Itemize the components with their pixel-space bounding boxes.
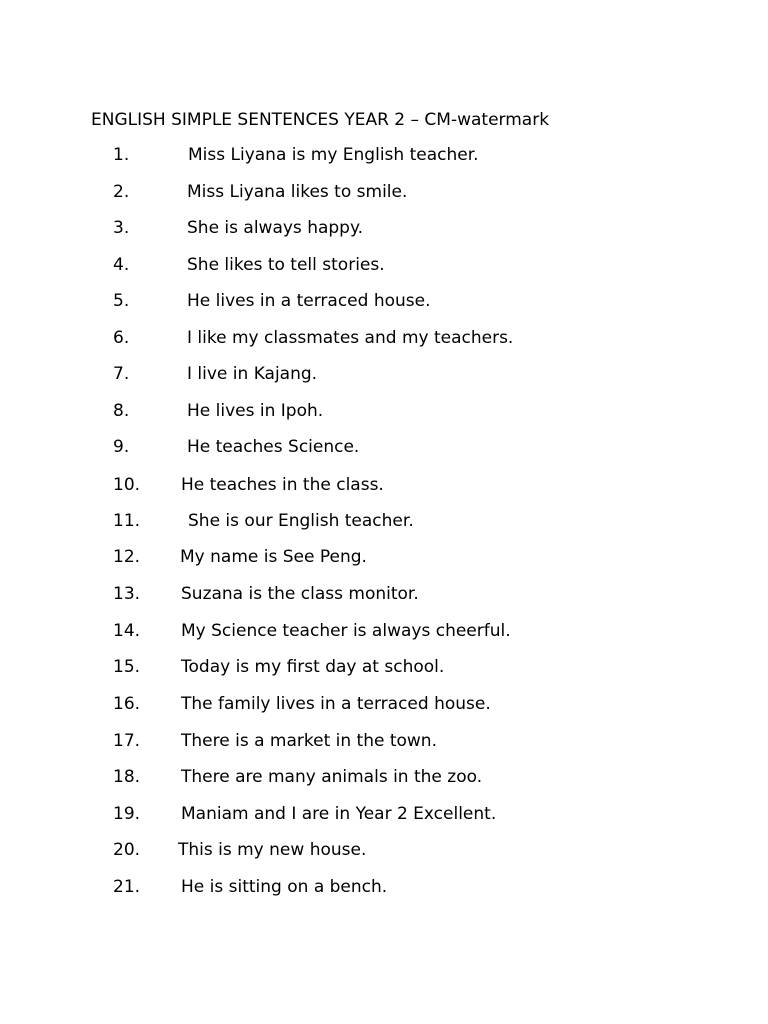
- item-text: I live in Kajang.: [187, 364, 318, 384]
- item-text: He lives in Ipoh.: [187, 401, 324, 421]
- item-text: She is our English teacher.: [188, 511, 414, 531]
- item-number: 15.: [113, 657, 141, 677]
- item-number: 3.: [113, 218, 130, 238]
- item-text: Maniam and I are in Year 2 Excellent.: [181, 804, 497, 824]
- item-text: He is sitting on a bench.: [181, 877, 388, 897]
- item-text: He lives in a terraced house.: [187, 291, 431, 311]
- item-number: 17.: [113, 731, 141, 751]
- item-text: She is always happy.: [187, 218, 364, 238]
- item-text: He teaches Science.: [187, 437, 360, 457]
- item-number: 18.: [113, 767, 141, 787]
- item-text: Miss Liyana is my English teacher.: [188, 145, 479, 165]
- item-number: 4.: [113, 255, 130, 275]
- item-number: 20.: [113, 840, 141, 860]
- item-number: 5.: [113, 291, 130, 311]
- item-number: 13.: [113, 584, 141, 604]
- item-text: Miss Liyana likes to smile.: [187, 182, 408, 202]
- item-number: 14.: [113, 621, 141, 641]
- item-number: 21.: [113, 877, 141, 897]
- item-text: There is a market in the town.: [181, 731, 437, 751]
- item-number: 2.: [113, 182, 130, 202]
- item-number: 10.: [113, 475, 141, 495]
- item-text: My Science teacher is always cheerful.: [181, 621, 511, 641]
- item-number: 8.: [113, 401, 130, 421]
- item-text: The family lives in a terraced house.: [181, 694, 491, 714]
- item-number: 6.: [113, 328, 130, 348]
- item-text: Suzana is the class monitor.: [181, 584, 419, 604]
- item-text: I like my classmates and my teachers.: [187, 328, 514, 348]
- item-text: This is my new house.: [178, 840, 367, 860]
- item-text: Today is my first day at school.: [181, 657, 445, 677]
- item-text: My name is See Peng.: [180, 547, 367, 567]
- item-text: He teaches in the class.: [181, 475, 384, 495]
- item-number: 9.: [113, 437, 130, 457]
- document-title: ENGLISH SIMPLE SENTENCES YEAR 2 – CM-watermark: [91, 110, 550, 130]
- item-number: 12.: [113, 547, 141, 567]
- item-text: She likes to tell stories.: [187, 255, 385, 275]
- item-number: 7.: [113, 364, 130, 384]
- item-number: 11.: [113, 511, 141, 531]
- item-number: 16.: [113, 694, 141, 714]
- item-text: There are many animals in the zoo.: [181, 767, 483, 787]
- item-number: 1.: [113, 145, 130, 165]
- item-number: 19.: [113, 804, 141, 824]
